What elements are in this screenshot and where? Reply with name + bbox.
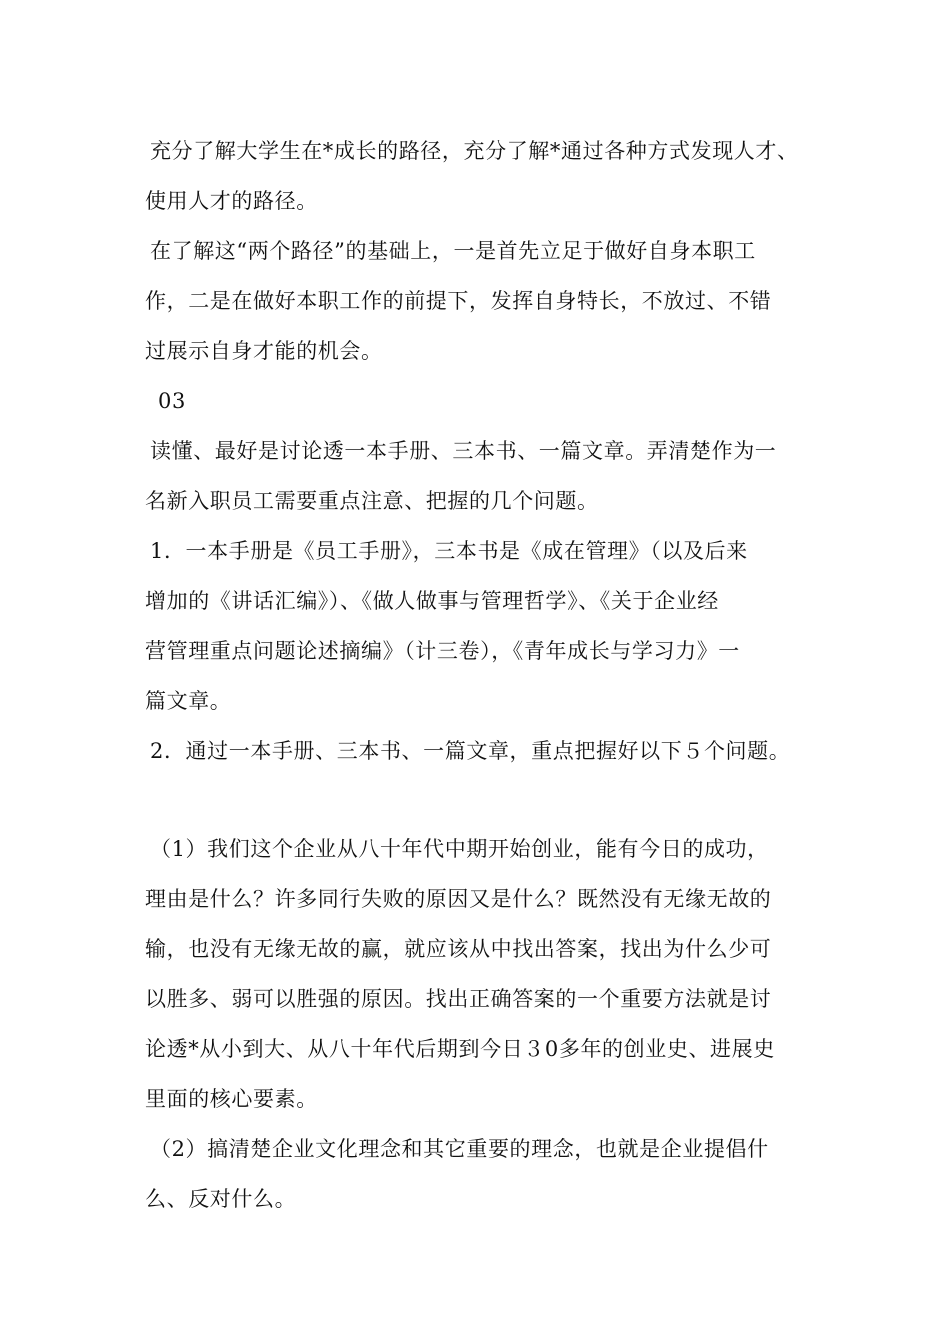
- paragraph-line: 过展示自身才能的机会。: [145, 339, 383, 363]
- paragraph-line: 读懂、最好是讨论透一本手册、三本书、一篇文章。弄清楚作为一: [150, 439, 777, 463]
- paragraph-line: 使用人才的路径。: [145, 189, 318, 213]
- sub-item-line: 理由是什么？许多同行失败的原因又是什么？既然没有无缘无故的: [145, 887, 772, 911]
- list-item-line: 2．通过一本手册、三本书、一篇文章，重点把握好以下５个问题。: [150, 739, 791, 763]
- list-item-line: 营管理重点问题论述摘编》（计三卷），《青年成长与学习力》一: [145, 639, 740, 663]
- section-number: 03: [158, 389, 186, 413]
- paragraph-line: 名新入职员工需要重点注意、把握的几个问题。: [145, 489, 599, 513]
- list-item-line: 篇文章。: [145, 689, 232, 713]
- list-item-line: 增加的《讲话汇编》）、《做人做事与管理哲学》、《关于企业经: [145, 589, 719, 613]
- paragraph-line: 在了解这“两个路径”的基础上，一是首先立足于做好自身本职工: [150, 239, 756, 263]
- sub-item-line: 里面的核心要素。: [145, 1087, 318, 1111]
- sub-item-line: （1）我们这个企业从八十年代中期开始创业，能有今日的成功，: [150, 837, 769, 861]
- paragraph-line: 作，二是在做好本职工作的前提下，发挥自身特长，不放过、不错: [145, 289, 772, 313]
- sub-item-line: 么、反对什么。: [145, 1187, 297, 1211]
- sub-item-line: 以胜多、弱可以胜强的原因。找出正确答案的一个重要方法就是讨: [145, 987, 772, 1011]
- sub-item-line: 论透*从小到大、从八十年代后期到今日３0多年的创业史、进展史: [145, 1037, 775, 1061]
- sub-item-line: 输，也没有无缘无故的赢，就应该从中找出答案，找出为什么少可: [145, 937, 772, 961]
- paragraph-line: 充分了解大学生在*成长的路径，充分了解*通过各种方式发现人才、: [150, 139, 799, 163]
- sub-item-line: （2）搞清楚企业文化理念和其它重要的理念，也就是企业提倡什: [150, 1137, 769, 1161]
- list-item-line: 1．一本手册是《员工手册》，三本书是《成在管理》（以及后来: [150, 539, 748, 563]
